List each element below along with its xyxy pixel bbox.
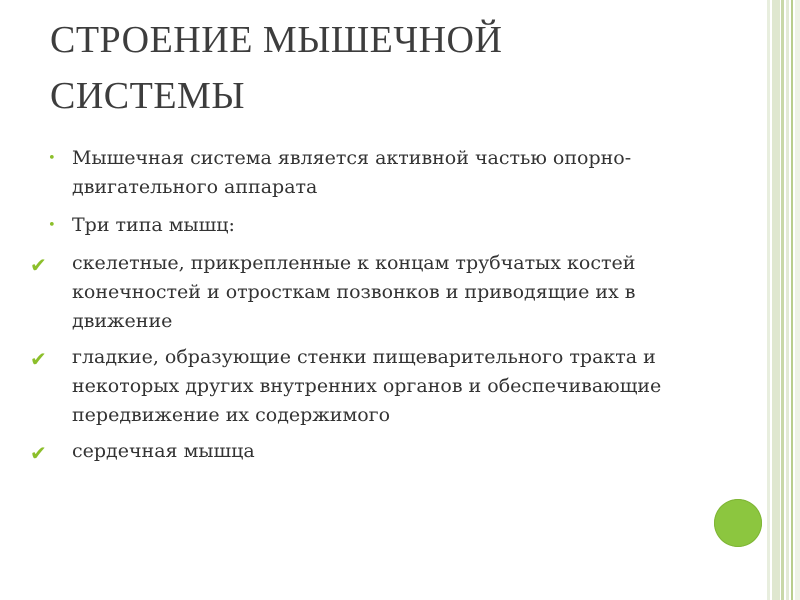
bullet-item (30, 144, 710, 202)
green-circle-icon (714, 499, 762, 547)
checkmark-icon: ✔ (30, 253, 47, 277)
check-text: сердечная мышца (72, 440, 255, 462)
decor-stripe (795, 0, 800, 600)
decor-stripe (791, 0, 793, 600)
slide-content (30, 144, 710, 473)
bullet-item (30, 211, 710, 240)
slide-title (50, 12, 750, 124)
check-text: скелетные, прикрепленные к концам трубчатых костей конечностей и отросткам позвонков и приводящие их в движение (72, 252, 636, 332)
check-text: гладкие, образующие стенки пищеварительного тракта и некоторых других внутренних органов и обеспечивающие передвижение их содержимого (72, 346, 662, 426)
slide-title-line1: СТРОЕНИЕ МЫШЕЧНОЙ (50, 19, 503, 61)
checkmark-icon: ✔ (30, 441, 47, 465)
decor-stripe (786, 0, 789, 600)
check-item (30, 437, 710, 466)
bullet-text: Три типа мышц: (72, 214, 235, 236)
check-item (30, 343, 710, 430)
check-item (30, 249, 710, 336)
decor-stripe (772, 0, 780, 600)
bullet-dot-icon: • (48, 151, 56, 166)
decor-stripe (767, 0, 770, 600)
checkmark-icon: ✔ (30, 347, 47, 371)
slide-title-line2: СИСТЕМЫ (50, 75, 245, 117)
bullet-dot-icon: • (48, 218, 56, 233)
bullet-text: Мышечная система является активной частью опорно-двигательного аппарата (72, 147, 632, 198)
decor-stripe (781, 0, 784, 600)
